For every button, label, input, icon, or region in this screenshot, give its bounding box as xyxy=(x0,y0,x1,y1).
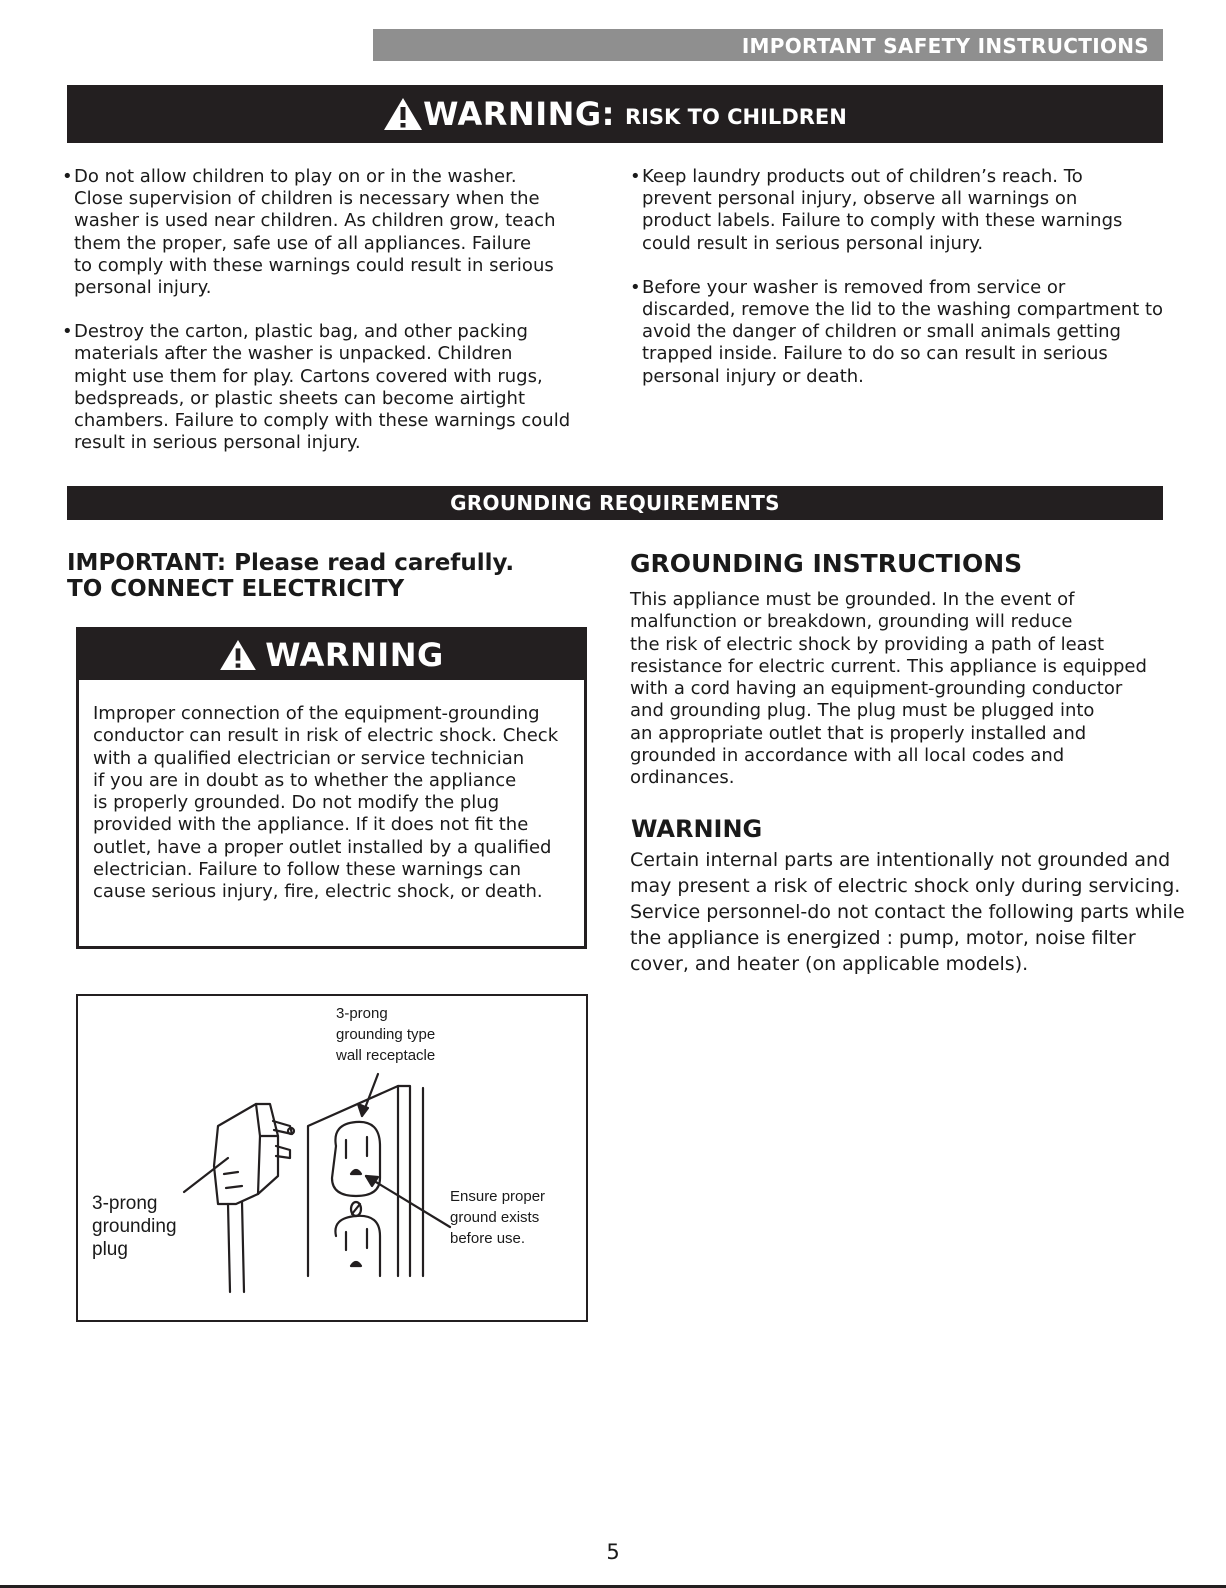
bullet-line: personal injury or death. xyxy=(642,365,864,387)
grounding-instructions-title: GROUNDING INSTRUCTIONS xyxy=(630,549,1023,578)
ground-leader-line xyxy=(366,1176,450,1227)
connect-electricity-line: TO CONNECT ELECTRICITY xyxy=(67,576,405,602)
paragraph-line: resistance for electric current. This appliance is equipped xyxy=(630,655,1147,677)
plug-label-line: grounding xyxy=(92,1216,177,1237)
warning-triangle-icon xyxy=(219,639,257,671)
bullet-line: Before your washer is removed from service or xyxy=(642,276,1066,298)
section-header-bar xyxy=(373,29,1163,61)
bullet-item xyxy=(62,321,602,454)
bullet-line: discarded, remove the lid to the washing compartment to xyxy=(642,299,1164,321)
bullet-line: chambers. Failure to comply with these warnings could xyxy=(74,410,571,432)
plug-label-line: plug xyxy=(92,1239,128,1260)
section-title: IMPORTANT SAFETY INSTRUCTIONS xyxy=(741,34,1149,58)
paragraph-line: with a cord having an equipment-grounding conductor xyxy=(630,678,1123,700)
bullet-line: might use them for play. Cartons covered with rugs, xyxy=(74,365,543,387)
bullet-line: could result in serious personal injury. xyxy=(642,232,984,254)
children-warning-right-column xyxy=(630,166,1190,410)
bullet-line: prevent personal injury, observe all warnings on xyxy=(642,188,1078,210)
bullet-line: personal injury. xyxy=(74,277,212,299)
warning-box-header xyxy=(79,630,584,680)
plug-cord xyxy=(228,1204,230,1292)
bullet-line: Do not allow children to play on or in the washer. xyxy=(74,166,517,187)
ground-label-line: Ensure proper xyxy=(450,1188,546,1205)
bullet-line: trapped inside. Failure to do so can result in serious xyxy=(642,343,1108,365)
warning-internal-parts-text xyxy=(630,847,1200,977)
warning-box-title: WARNING xyxy=(265,636,444,674)
important-heading xyxy=(67,550,514,602)
paragraph-line: the appliance is energized : pump, motor, noise filter xyxy=(630,927,1136,949)
plug-head xyxy=(214,1104,278,1204)
bullet-line: them the proper, safe use of all appliances. Failure xyxy=(74,232,532,254)
warning-box-body xyxy=(79,680,584,904)
paragraph-line: This appliance must be grounded. In the event of xyxy=(630,589,1075,610)
receptacle-label-line: 3-prong xyxy=(336,1005,388,1022)
important-line: IMPORTANT: Please read carefully. xyxy=(67,550,515,576)
grounding-plug-figure xyxy=(76,994,588,1322)
paragraph-line: the risk of electric shock by providing a path of least xyxy=(630,633,1105,655)
bullet-dot: • xyxy=(630,166,641,187)
paragraph-line: malfunction or breakdown, grounding will reduce xyxy=(630,611,1073,633)
ground-label xyxy=(450,1186,545,1249)
warning-box-line: cause serious injury, fire, electric shock, or death. xyxy=(93,881,543,903)
warning-box-line: is properly grounded. Do not modify the plug xyxy=(93,792,500,814)
bullet-line: materials after the washer is unpacked. Children xyxy=(74,343,513,365)
bullet-line: Destroy the carton, plastic bag, and other packing xyxy=(74,321,528,343)
bullet-dot: • xyxy=(62,321,73,343)
plug-leader-line xyxy=(184,1158,228,1192)
warning-box-line: provided with the appliance. If it does not fit the xyxy=(93,814,529,836)
grounding-requirements-title: GROUNDING REQUIREMENTS xyxy=(450,491,780,515)
paragraph-line: ordinances. xyxy=(630,767,735,789)
outlet-plate-edge xyxy=(398,1086,410,1276)
bullet-line: result in serious personal injury. xyxy=(74,432,361,454)
paragraph-line: and grounding plug. The plug must be plugged into xyxy=(630,700,1095,722)
grounding-requirements-bar xyxy=(67,486,1163,520)
warning-box-line: electrician. Failure to follow these warnings can xyxy=(93,859,522,881)
bullet-item xyxy=(630,166,1190,255)
warning-title: WARNING: xyxy=(423,95,615,133)
warning-box-line: outlet, have a proper outlet installed by a qualified xyxy=(93,836,552,858)
warning-box-line: with a qualified electrician or service technician xyxy=(93,747,525,769)
paragraph-line: Certain internal parts are intentionally not grounded and xyxy=(630,849,1171,871)
grounding-warning-box xyxy=(76,627,587,949)
bullet-item xyxy=(630,277,1190,388)
page-number: 5 xyxy=(606,1540,620,1564)
ground-label-line: ground exists xyxy=(450,1209,540,1226)
bullet-line: Keep laundry products out of children’s reach. To xyxy=(642,166,1083,187)
receptacle-label-line: wall receptacle xyxy=(336,1047,436,1064)
outlet-plate xyxy=(308,1086,398,1276)
paragraph-line: grounded in accordance with all local codes and xyxy=(630,745,1065,767)
plug-label xyxy=(92,1192,177,1261)
warning-triangle-icon xyxy=(383,97,423,131)
bullet-item xyxy=(62,166,602,299)
bullet-line: to comply with these warnings could result in serious xyxy=(74,254,554,276)
paragraph-line: an appropriate outlet that is properly installed and xyxy=(630,722,1087,744)
warning-subheading: WARNING xyxy=(631,815,763,843)
paragraph-line: may present a risk of electric shock only during servicing. xyxy=(630,875,1181,897)
warning-box-line: if you are in doubt as to whether the appliance xyxy=(93,769,517,791)
warning-risk-to-children-bar xyxy=(67,85,1163,143)
receptacle-label xyxy=(336,1003,435,1066)
bullet-line: product labels. Failure to comply with these warnings xyxy=(642,210,1123,232)
plug-label-line: 3-prong xyxy=(92,1193,158,1214)
grounding-instructions-text xyxy=(630,589,1190,790)
receptacle-label-line: grounding type xyxy=(336,1026,436,1043)
bullet-line: Close supervision of children is necessary when the xyxy=(74,188,540,210)
paragraph-line: cover, and heater (on applicable models). xyxy=(630,953,1029,975)
paragraph-line: Service personnel-do not contact the following parts while xyxy=(630,901,1185,923)
ground-label-line: before use. xyxy=(450,1230,526,1247)
bullet-line: bedspreads, or plastic sheets can become airtight xyxy=(74,387,526,409)
warning-box-line: conductor can result in risk of electric shock. Check xyxy=(93,725,559,747)
warning-box-line: Improper connection of the equipment-grounding xyxy=(93,703,540,724)
bullet-line: avoid the danger of children or small animals getting xyxy=(642,321,1121,343)
plug-and-outlet-illustration xyxy=(78,996,586,1320)
warning-subtitle: RISK TO CHILDREN xyxy=(624,105,847,129)
bullet-line: washer is used near children. As children grow, teach xyxy=(74,210,556,232)
bullet-dot: • xyxy=(630,276,641,298)
children-warning-left-column xyxy=(62,166,602,476)
bullet-dot: • xyxy=(62,166,73,187)
